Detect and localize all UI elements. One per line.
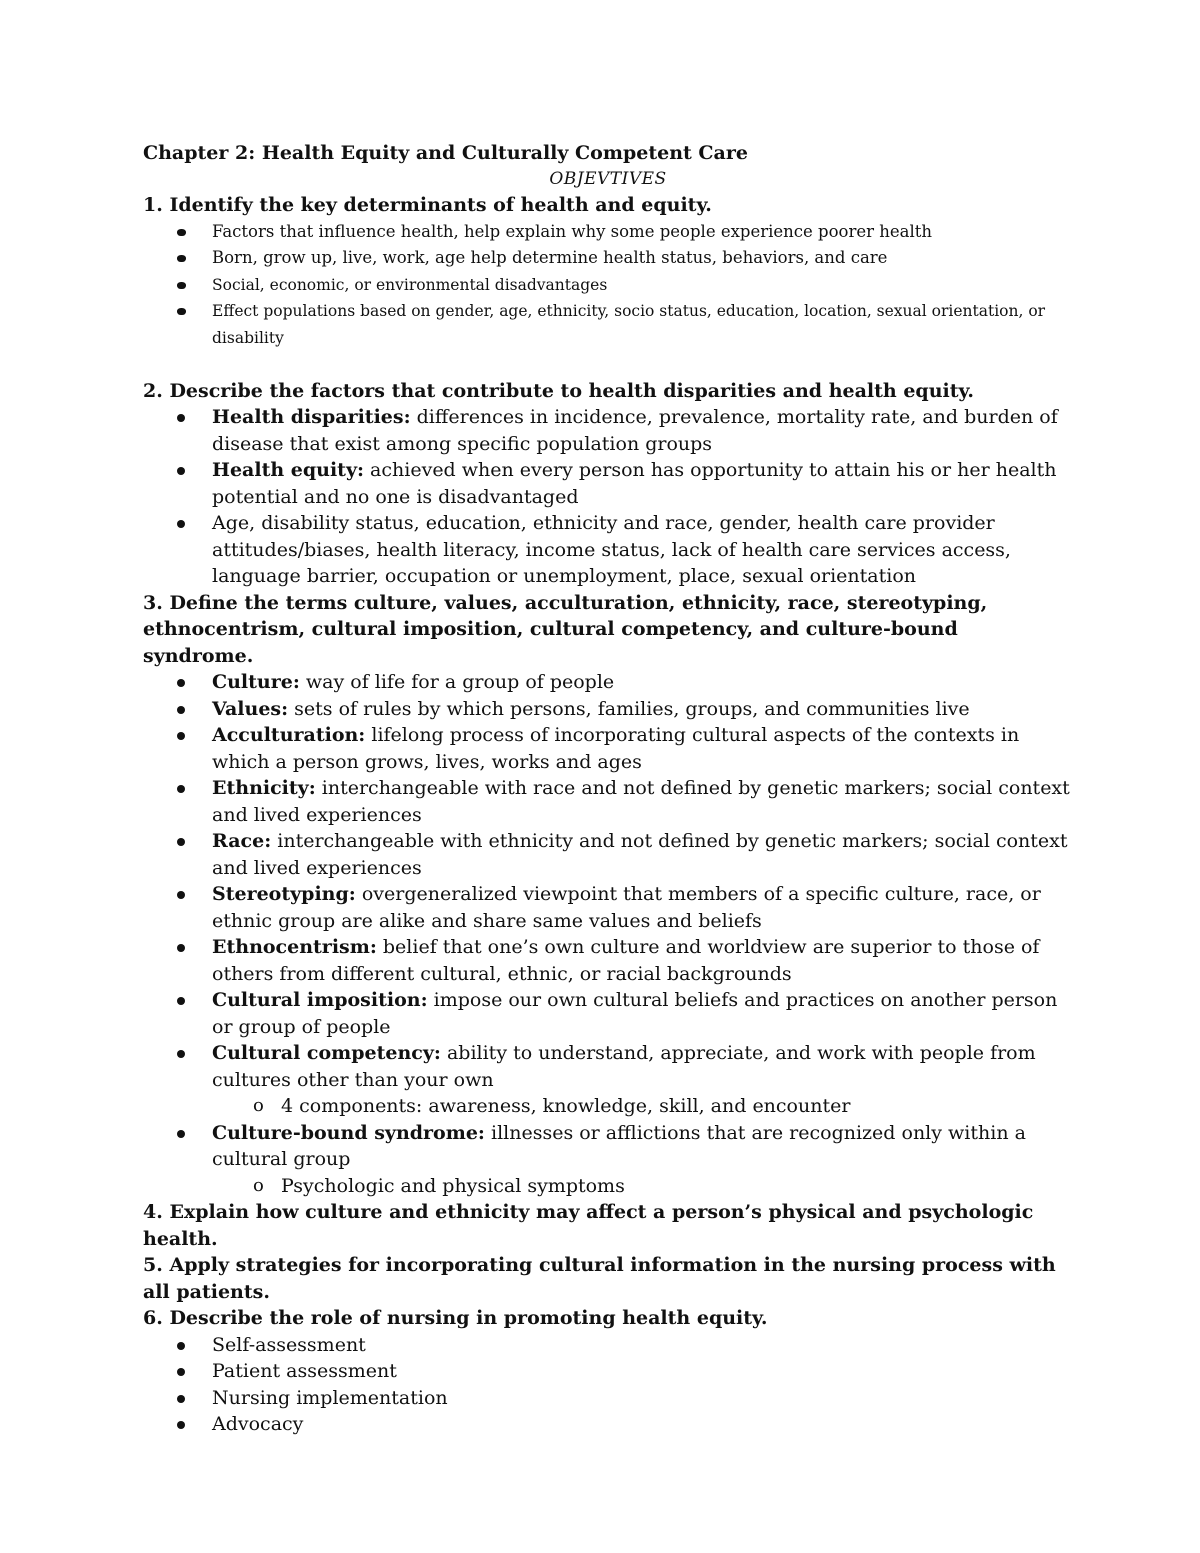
bullet-text: Social, economic, or environmental disadvantages	[212, 275, 608, 294]
list-item	[143, 457, 1073, 510]
term-definition: illnesses or afflictions that are recognized only within a cultural group	[212, 1121, 1026, 1170]
term-definition: interchangeable with race and not defined by genetic markers; social context and lived experiences	[212, 777, 1070, 826]
term-definition: way of life for a group of people	[299, 671, 615, 693]
bullet-list	[143, 1332, 1073, 1438]
term-label: Cultural imposition:	[212, 989, 428, 1011]
list-item	[143, 722, 1073, 775]
sub-bullet-text: 4 components: awareness, knowledge, skill, and encounter	[281, 1095, 851, 1117]
objective-heading: 3. Define the terms culture, values, acculturation, ethnicity, race, stereotyping, ethnocentrism, cultural imposition, cultural competency, and culture-bound syndrome.	[143, 591, 988, 667]
term-definition: ability to understand, appreciate, and work with people from cultures other than your own	[212, 1042, 1036, 1091]
term-definition: achieved when every person has opportunity to attain his or her health potential and no one is disadvantaged	[212, 459, 1057, 508]
term-label: Culture-bound syndrome:	[212, 1121, 485, 1144]
list-item	[143, 934, 1073, 987]
list-item	[143, 1040, 1073, 1093]
bullet-text: Patient assessment	[212, 1360, 397, 1382]
term-definition: lifelong process of incorporating cultural aspects of the contexts in which a person grows, lives, works and ages	[212, 724, 1020, 773]
objective-heading: 5. Apply strategies for incorporating cultural information in the nursing process with all patients.	[143, 1254, 1056, 1303]
objective-heading: 4. Explain how culture and ethnicity may affect a person’s physical and psychologic health.	[143, 1201, 1034, 1250]
sub-bullet-list	[143, 1093, 1073, 1120]
list-item	[143, 272, 1073, 299]
bullet-list	[143, 404, 1073, 590]
term-label: Ethnicity:	[212, 777, 316, 799]
sub-list-item	[143, 1173, 1073, 1200]
sub-bullet-text: Psychologic and physical symptoms	[281, 1174, 625, 1197]
sub-list-item	[143, 1093, 1073, 1120]
objective-heading: 6. Describe the role of nursing in promoting health equity.	[143, 1307, 768, 1329]
list-item	[143, 245, 1073, 272]
term-label: Ethnocentrism:	[212, 936, 377, 958]
spacer	[143, 351, 1073, 378]
term-definition: overgeneralized viewpoint that members of a specific culture, race, or ethnic group are alike and share same values and beliefs	[212, 883, 1041, 932]
list-item	[143, 881, 1073, 934]
list-item	[143, 219, 1073, 246]
term-label: Health disparities:	[212, 406, 411, 428]
bullet-list	[143, 669, 1073, 1093]
term-label: Culture:	[212, 671, 300, 693]
term-label: Stereotyping:	[212, 883, 356, 905]
list-item	[143, 696, 1073, 723]
list-item	[143, 669, 1073, 696]
bullet-list	[143, 1120, 1073, 1173]
page-title: Chapter 2: Health Equity and Culturally Competent Care	[143, 142, 748, 164]
bullet-text: Age, disability status, education, ethnicity and race, gender, health care provider attitudes/biases, health literacy, income status, lack of health care services access, language barrier, occupation or unemployment, place, sexual orientation	[212, 512, 1011, 587]
list-item	[143, 1358, 1073, 1385]
list-item	[143, 828, 1073, 881]
bullet-text: Born, grow up, live, work, age help determine health status, behaviors, and care	[212, 248, 888, 267]
list-item	[143, 1120, 1073, 1173]
list-item	[143, 1411, 1073, 1438]
term-definition: belief that one’s own culture and worldview are superior to those of others from different cultural, ethnic, or racial backgrounds	[212, 936, 1040, 985]
list-item	[143, 987, 1073, 1040]
bullet-list	[143, 219, 1073, 352]
term-label: Values:	[212, 697, 289, 720]
term-definition: sets of rules by which persons, families, groups, and communities live	[288, 697, 970, 720]
list-item	[143, 1385, 1073, 1412]
term-label: Cultural competency:	[212, 1042, 441, 1064]
bullet-text: Advocacy	[212, 1413, 304, 1435]
term-label: Health equity:	[212, 459, 365, 481]
bullet-text: Self-assessment	[212, 1333, 366, 1356]
objective-heading: 1. Identify the key determinants of health and equity.	[143, 194, 712, 216]
list-item	[143, 1332, 1073, 1359]
objectives-subtitle: OBJEVTIVES	[549, 169, 667, 189]
document-page	[143, 140, 1073, 1438]
term-label: Race:	[212, 830, 272, 852]
bullet-text: Nursing implementation	[212, 1386, 448, 1409]
sub-bullet-list	[143, 1173, 1073, 1200]
list-item	[143, 775, 1073, 828]
term-definition: differences in incidence, prevalence, mortality rate, and burden of disease that exist among specific population groups	[212, 406, 1058, 455]
term-definition: interchangeable with ethnicity and not defined by genetic markers; social context and lived experiences	[212, 830, 1068, 879]
list-item	[143, 298, 1073, 351]
bullet-text: Factors that influence health, help explain why some people experience poorer health	[212, 221, 933, 241]
term-definition: impose our own cultural beliefs and practices on another person or group of people	[212, 989, 1058, 1038]
list-item	[143, 510, 1073, 590]
bullet-text: Effect populations based on gender, age, ethnicity, socio status, education, location, sexual orientation, or disability	[212, 302, 1046, 347]
objective-heading: 2. Describe the factors that contribute to health disparities and health equity.	[143, 379, 974, 402]
term-label: Acculturation:	[212, 724, 366, 746]
list-item	[143, 404, 1073, 457]
